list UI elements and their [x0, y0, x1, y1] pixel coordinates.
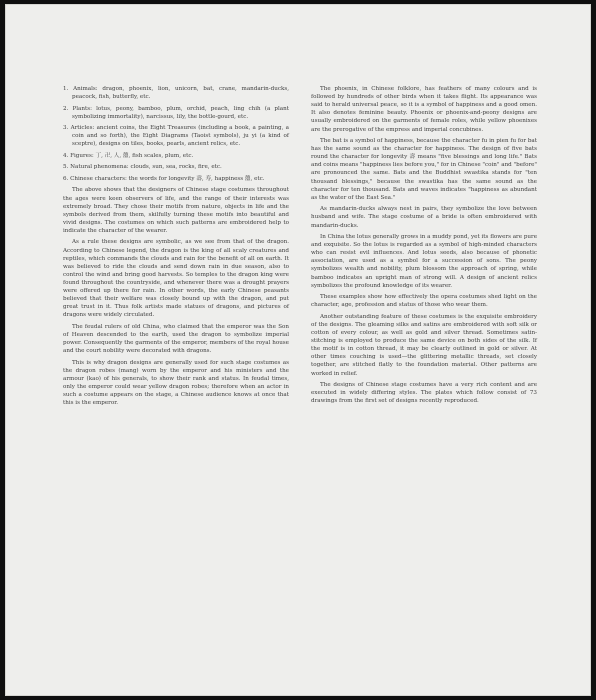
paragraph-plates: The designs of Chinese stage costumes have a very rich content and are executed in widely differing styles. The plates which follow consist of 73 drawings from the first set of designs recently reproduced.	[311, 382, 537, 405]
list-item-articles: 3. Articles: ancient coins, the Eight Treasures (including a book, a painting, a coin and so forth), the Eight Diagrams (Taoist symbols), ju yi (a kind of sceptre), designs on tiles, books, pearls, ancient relics, etc.	[63, 125, 289, 148]
document-page	[5, 4, 591, 696]
paragraph-mandarin-ducks: As mandarin-ducks always nest in pairs, they symbolize the love between husband and wife. The stage costume of a bride is often embroidered with mandarin-ducks.	[311, 206, 537, 229]
list-item-chinese-characters: 6. Chinese characters: the words for longevity 壽, 寿, happiness 囍, etc.	[63, 175, 265, 182]
paragraph-examples: These examples show how effectively the opera costumes shed light on the character, age, profession and status of those who wear them.	[311, 294, 537, 309]
paragraph-embroidery: Another outstanding feature of these costumes is the exquisite embroidery of the designs. The gleaming silks and satins are embroidered with soft silk or cotton of every colour, as well as gold and silver thread. Sometimes satin-stitching is employed to produce the same device on both sides of the silk. If the motif is in cotton thread, it may be clearly outlined in gold or silver. At other times couching is used—the glittering metallic threads, set closely together, are stitched flatly to the foundation material. Other patterns are worked in relief.	[311, 313, 537, 377]
paragraph-bat: The bat is a symbol of happiness, because the character fu in pien fu for bat has the same sound as the character for happiness. The design of five bats round the character for longevity 壽 means "five blessings and long life." Bats and coins means "happiness lies before you," for in Chinese "coin" and "before" are pronounced the same. Bats and the Buddhist swastika stands for "ten thousand blessings," because the swastika has the same sound as the character for ten thousand. Bats and waves indicates "happiness as abundant as the water of the East Sea."	[311, 138, 537, 201]
list-item-figures: 4. Figures: 丁, 卍, 人, 囍, fish scales, plum, etc.	[63, 152, 194, 159]
list-item-animals: 1. Animals: dragon, phoenix, lion, unicorn, bat, crane, mandarin-ducks, peacock, fish, butterfly, etc.	[63, 86, 289, 101]
list-item-natural-phenomena: 5. Natural phenomena: clouds, sun, sea, rocks, fire, etc.	[63, 164, 222, 171]
right-text-column	[311, 85, 537, 409]
paragraph-phoenix: The phoenix, in Chinese folklore, has feathers of many colours and is followed by hundreds of other birds when it takes flight. Its appearance was said to herald universal peace, so it is a symbol of happiness and a good omen. It also denotes feminine beauty. Phoenix or phoenix-and-peony designs are usually embroidered on the garments of female roles, while yellow phoenixes are the prerogative of the empress and imperial concubines.	[311, 86, 537, 133]
list-item-plants: 2. Plants: lotus, peony, bamboo, plum, orchid, peach, ling chih (a plant symbolizing immortality), narcissus, lily, the bottle-gourd, etc.	[63, 105, 289, 120]
paragraph-dragon-robes: This is why dragon designs are generally used for such stage costumes as the dragon robes (mang) worn by the emperor and his ministers and the armour (kao) of his generals, to show their rank and status. In feudal times, only the emperor could wear yellow dragon robes; therefore when an actor in such a costume appears on the stage, a Chinese audience knows at once that this is the emperor.	[63, 359, 289, 407]
paragraph-lotus: In China the lotus generally grows in a muddy pond, yet its flowers are pure and exquisite. So the lotus is regarded as a symbol of high-minded characters who can resist evil influences. And lotus seeds, also because of phonetic association, are used as a symbol for a succession of sons. The peony symbolizes wealth and nobility, plum blossom the approach of spring, while bamboo indicates an upright man of strong will. A design of ancient relics symbolizes the profound knowledge of its wearer.	[311, 234, 537, 289]
paragraph-feudal-rulers: The feudal rulers of old China, who claimed that the emperor was the Son of Heaven descended to the earth, used the dragon to symbolize imperial power. Consequently the garments of the emperor, members of the royal house and the court nobility were decorated with dragons.	[63, 323, 289, 355]
paragraph-dragon-legend: As a rule these designs are symbolic, as we see from that of the dragon. According to Chinese legend, the dragon is the king of all scaly creatures and reptiles, which commands the clouds and rain for the benefit of all on earth. It was believed to ride the clouds and send down rain in due season, also to control the wind and bring good harvests. So temples to the dragon king were found throughout the countryside, and whenever there was a drought prayers were offered up there for rain. In other words, the early Chinese peasants believed that their welfare was closely bound up with the dragon, and put great trust in it. Thus folk artists made statues of dragons, and pictures of dragons were widely circulated.	[63, 239, 289, 319]
left-text-column	[63, 85, 289, 411]
paragraph-designers: The above shows that the designers of Chinese stage costumes throughout the ages were keen observers of life, and the range of their interests was extremely broad. They chose their motifs from nature, objects in life and the symbols derived from them, skilfully turning these motifs into beautiful and vivid designs. The costumes on which such patterns are embroidered help to indicate the character of the wearer.	[63, 187, 289, 234]
